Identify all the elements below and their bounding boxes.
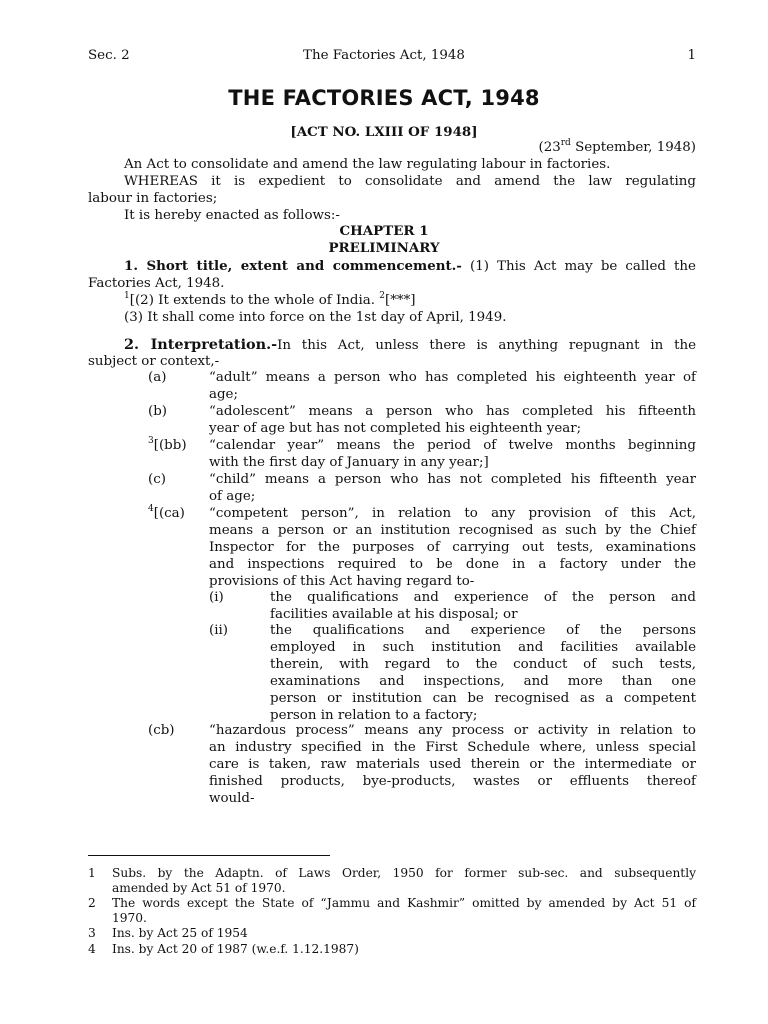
footnote-number: 4 <box>88 942 96 956</box>
subclause-text-line: employed in such institution and facilities available <box>270 640 696 655</box>
enactment-date: (23rd September, 1948) <box>538 137 696 155</box>
act-number: [ACT NO. LXIII OF 1948] <box>290 124 478 140</box>
subclause-label: (i) <box>209 590 224 605</box>
subclause-label: (ii) <box>209 623 229 638</box>
footnote-text-line: Subs. by the Adaptn. of Laws Order, 1950 for former sub-sec. and subsequently <box>112 866 696 880</box>
subclause-text-line: the qualifications and experience of the persons <box>270 623 696 638</box>
page-number: 1 <box>687 48 696 63</box>
footnote-text-line: 1970. <box>112 911 147 925</box>
section-2-heading: 2. Interpretation.- <box>124 336 278 353</box>
definition-text-line: “child” means a person who has not completed his fifteenth year <box>209 472 696 487</box>
subclause-text-line: facilities available at his disposal; or <box>270 607 518 622</box>
footnote-text-line: The words except the State of “Jammu and Kashmir” omitted by amended by Act 51 of <box>112 896 696 910</box>
footnote-number: 1 <box>88 866 96 880</box>
section-1-commencement: (3) It shall come into force on the 1st day of April, 1949. <box>124 310 507 325</box>
subclause-text-line: examinations and inspections, and more than one <box>270 674 696 689</box>
definition-label: (a) <box>148 370 167 385</box>
footnote-number: 3 <box>88 926 96 940</box>
definition-text-line: “adult” means a person who has completed his eighteenth year of <box>209 370 696 385</box>
section-2-line: 2. Interpretation.-In this Act, unless there is anything repugnant in the <box>124 336 696 353</box>
section-1-line: 1. Short title, extent and commencement.- (1) This Act may be called the <box>124 258 696 274</box>
definition-text-line: Inspector for the purposes of carrying out tests, examinations <box>209 540 696 555</box>
footnote-divider <box>88 855 330 856</box>
definition-text-line: “competent person”, in relation to any provision of this Act, <box>209 506 696 521</box>
preamble-line: An Act to consolidate and amend the law regulating labour in factories. <box>124 157 611 172</box>
definition-text-line: with the first day of January in any year;] <box>209 455 489 470</box>
document-title: THE FACTORIES ACT, 1948 <box>228 86 540 110</box>
definition-text-line: and inspections required to be done in a factory under the <box>209 557 696 572</box>
section-2-line: subject or context,- <box>88 354 220 369</box>
chapter-title: PRELIMINARY <box>328 240 440 256</box>
definition-text-line: “adolescent” means a person who has completed his fifteenth <box>209 404 696 419</box>
header-section: Sec. 2 <box>88 48 130 63</box>
header-title: The Factories Act, 1948 <box>303 48 465 63</box>
definition-text-line: care is taken, raw materials used therein or the intermediate or <box>209 757 696 772</box>
definition-text-line: year of age but has not completed his eighteenth year; <box>209 421 582 436</box>
section-1-heading: 1. Short title, extent and commencement.- <box>124 258 462 274</box>
preamble-line: WHEREAS it is expedient to consolidate and amend the law regulating <box>124 174 696 189</box>
definition-label: $^3$[(bb) <box>148 435 187 453</box>
footnote-text-line: amended by Act 51 of 1970. <box>112 881 286 895</box>
definition-label: (cb) <box>148 723 175 738</box>
definition-text-line: “calendar year” means the period of twelve months beginning <box>209 438 696 453</box>
footnote-text-line: Ins. by Act 20 of 1987 (w.e.f. 1.12.1987) <box>112 942 359 956</box>
preamble-line: It is hereby enacted as follows:- <box>124 208 340 223</box>
chapter-heading: CHAPTER 1 <box>339 223 429 239</box>
footnote-text-line: Ins. by Act 25 of 1954 <box>112 926 248 940</box>
definition-text-line: finished products, bye-products, wastes or effluents thereof <box>209 774 696 789</box>
definition-label: (b) <box>148 404 168 419</box>
definition-text-line: age; <box>209 387 238 402</box>
definition-label: (c) <box>148 472 166 487</box>
section-1-extent: $^1$[(2) It extends to the whole of India. $^2$[***] <box>124 290 416 308</box>
subclause-text-line: person in relation to a factory; <box>270 708 478 723</box>
definition-text-line: of age; <box>209 489 256 504</box>
definition-text-line: an industry specified in the First Schedule where, unless special <box>209 740 696 755</box>
definition-label: $^4$[(ca) <box>148 503 185 521</box>
footnote-number: 2 <box>88 896 96 910</box>
preamble-line: labour in factories; <box>88 191 218 206</box>
definition-text-line: would- <box>209 791 255 806</box>
subclause-text-line: person or institution can be recognised as a competent <box>270 691 696 706</box>
definition-text-line: means a person or an institution recognised as such by the Chief <box>209 523 696 538</box>
section-1-line: Factories Act, 1948. <box>88 276 225 291</box>
subclause-text-line: the qualifications and experience of the person and <box>270 590 696 605</box>
subclause-text-line: therein, with regard to the conduct of such tests, <box>270 657 696 672</box>
definition-text-line: “hazardous process” means any process or activity in relation to <box>209 723 696 738</box>
definition-text-line: provisions of this Act having regard to- <box>209 574 475 589</box>
